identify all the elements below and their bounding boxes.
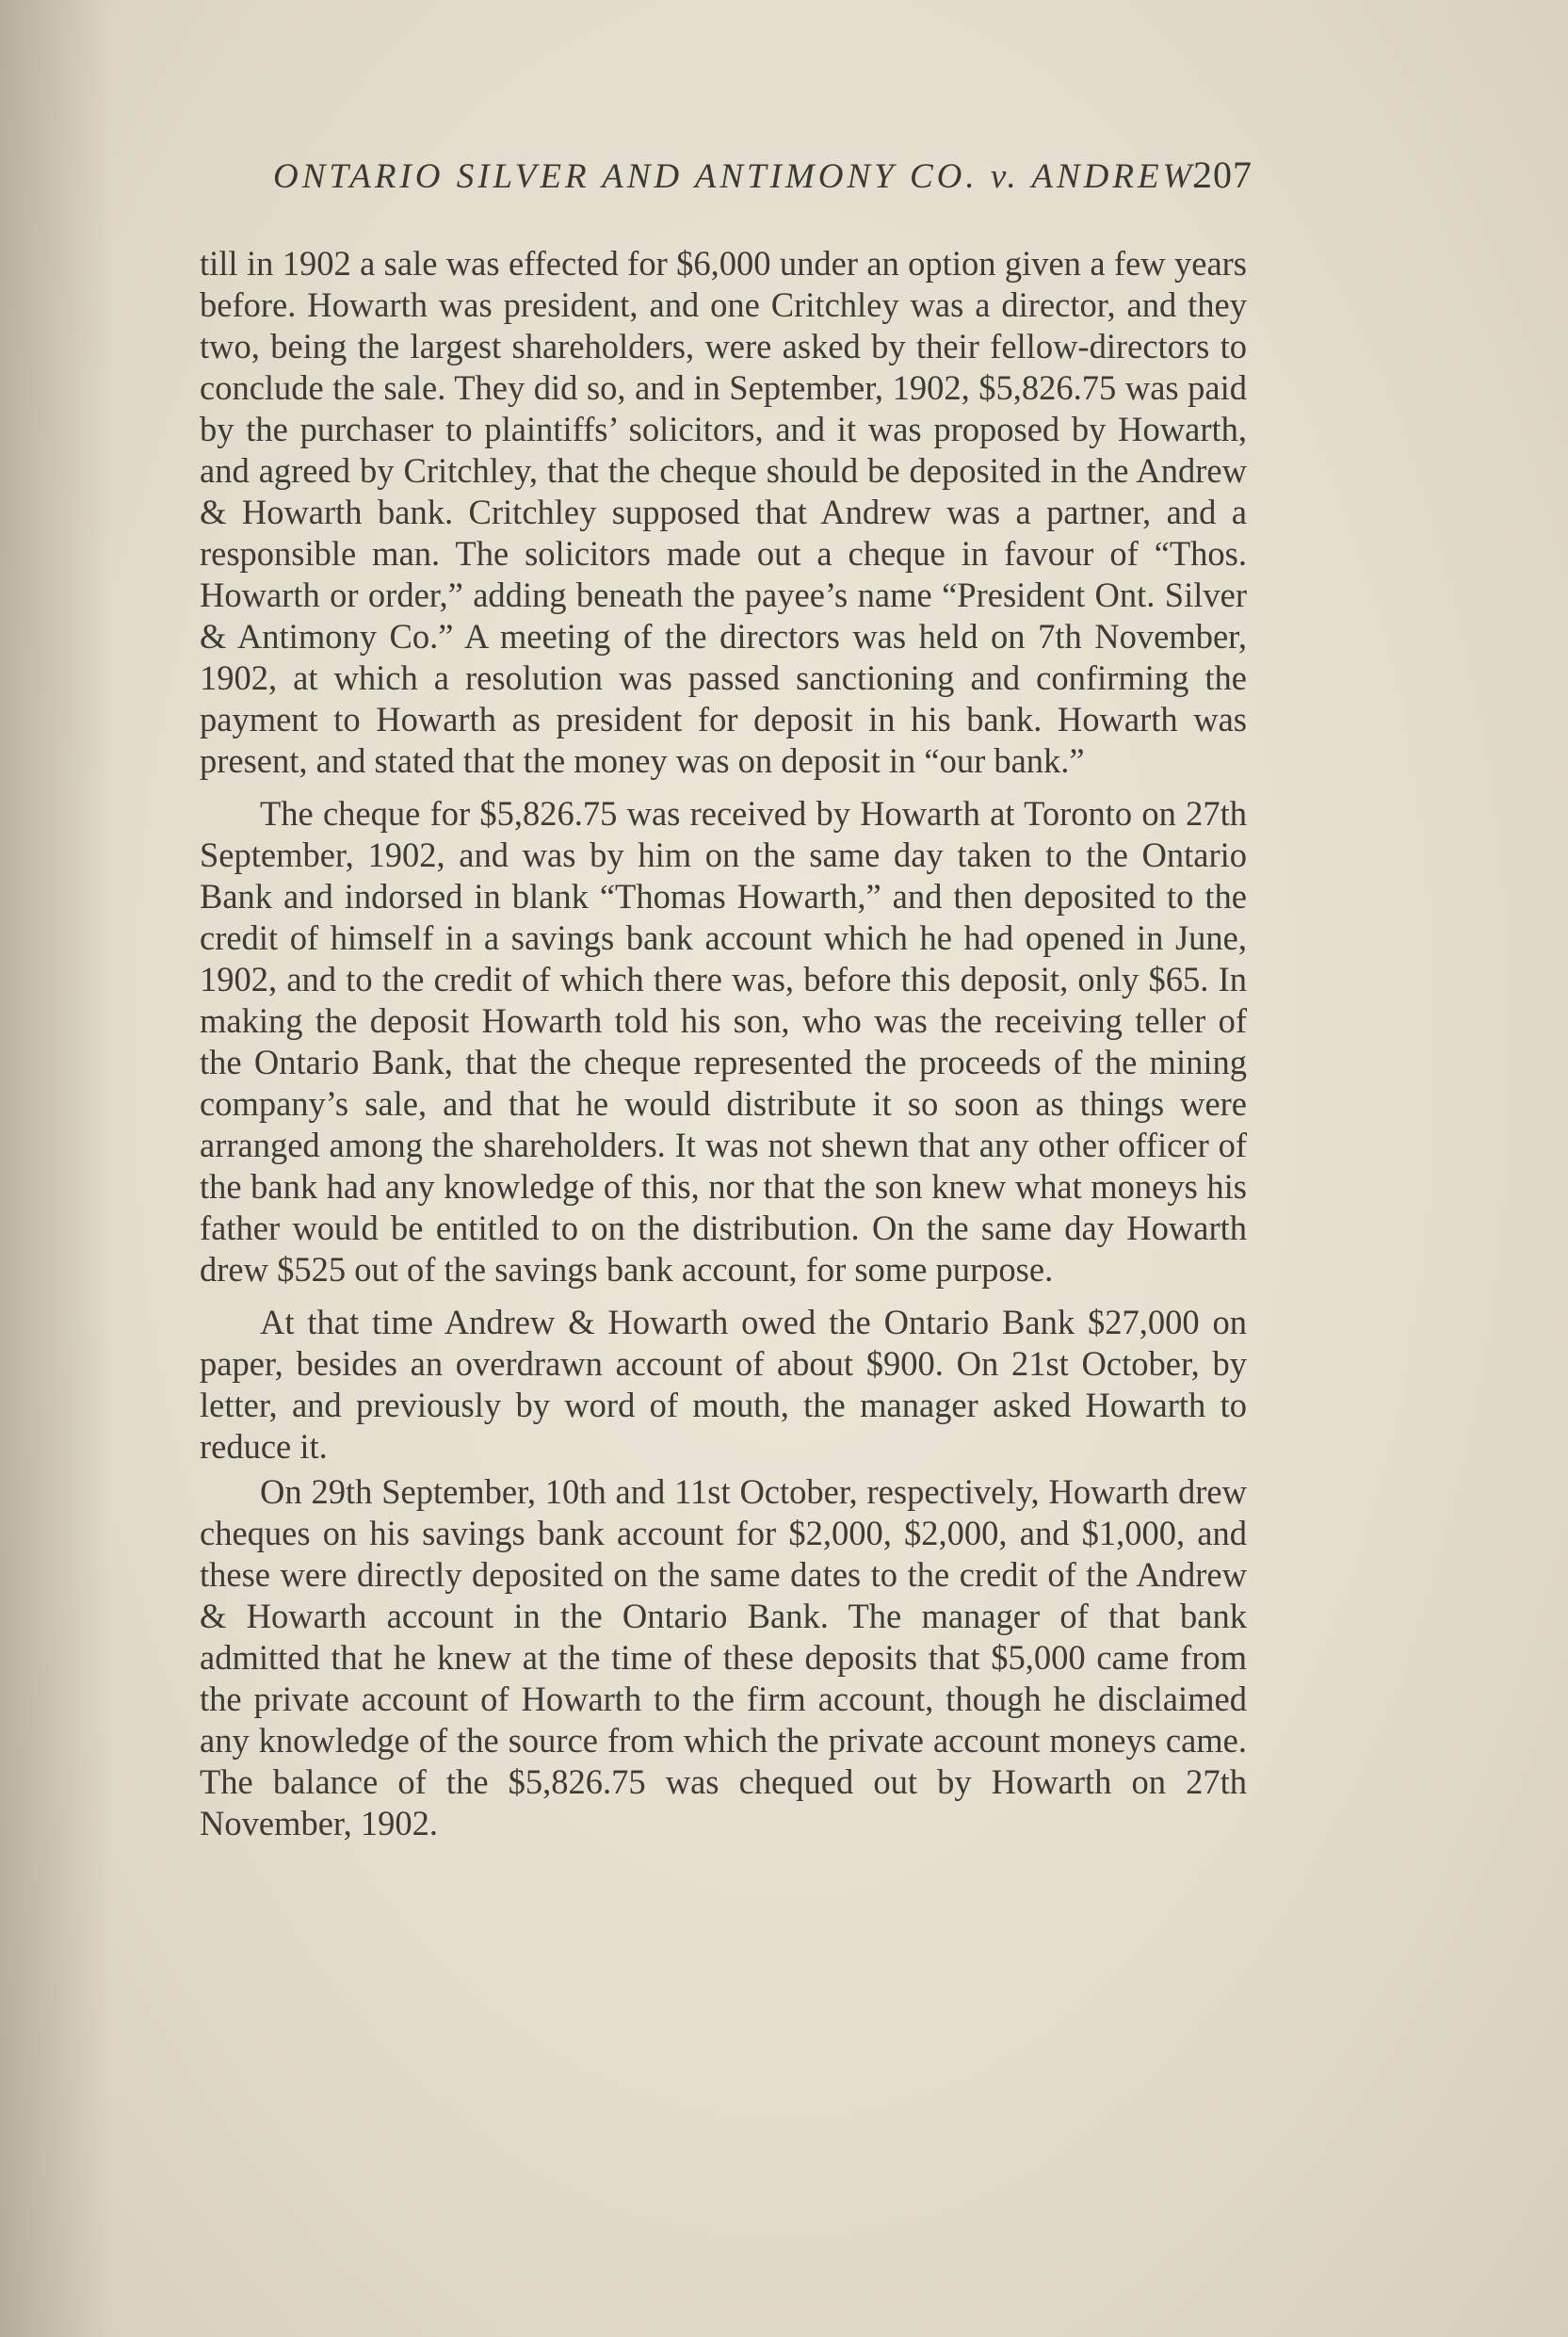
paragraph-4: On 29th September, 10th and 11st October, respectively, Howarth drew cheques on his savings bank account for $2,000, $2,000, and $1,000, and these were directly deposited on the same dates to the credit of the Andrew & Howarth account in the Ontario Bank. The manager of that bank admitted that he knew at the time of these deposits that $5,000 came from the private account of Howarth to the firm account, though he disclaimed any knowledge of the source from which the private account moneys came. The balance of the $5,826.75 was chequed out by Howarth on 27th November, 1902. [200,1472,1247,1842]
paragraph-3: At that time Andrew & Howarth owed the Ontario Bank $27,000 on paper, besides an overdrawn account of about $900. On 21st October, by letter, and previously by word of mouth, the manager asked Howarth to reduce it. [200,1303,1247,1466]
running-header [273,153,1253,209]
body-text [200,243,1247,1844]
running-title: ONTARIO SILVER AND ANTIMONY CO. v. ANDREW. [273,157,1205,196]
binding-shadow [0,0,113,2337]
paragraph-1: till in 1902 a sale was effected for $6,000 under an option given a few years before. Howarth was president, and one Critchley was a director, and they two, being the largest shareholders, were asked by their fellow-directors to conclude the sale. They did so, and in September, 1902, $5,826.75 was paid by the purchaser to plaintiffs’ solicitors, and it was proposed by Howarth, and agreed by Critchley, that the cheque should be deposited in the Andrew & Howarth bank. Critchley supposed that Andrew was a partner, and a responsible man. The solicitors made out a cheque in favour of “Thos. Howarth or order,” adding beneath the payee’s name “President Ont. Silver & Antimony Co.” A meeting of the directors was held on 7th November, 1902, at which a resolution was passed sanctioning and confirming the payment to Howarth as president for deposit in his bank. Howarth was present, and stated that the money was on deposit in “our bank.” [200,244,1247,780]
page-number: 207 [1193,154,1253,196]
paragraph-2: The cheque for $5,826.75 was received by Howarth at Toronto on 27th September, 1902, and was by him on the same day taken to the Ontario Bank and indorsed in blank “Thomas Howarth,” and then deposited to the credit of himself in a savings bank account which he had opened in June, 1902, and to the credit of which there was, before this deposit, only $65. In making the deposit Howarth told his son, who was the receiving teller of the Ontario Bank, that the cheque represented the proceeds of the mining company’s sale, and that he would distribute it so soon as things were arranged among the shareholders. It was not shewn that any other officer of the bank had any knowledge of this, nor that the son knew what moneys his father would be entitled to on the distribution. On the same day Howarth drew $525 out of the savings bank account, for some purpose. [200,794,1247,1289]
